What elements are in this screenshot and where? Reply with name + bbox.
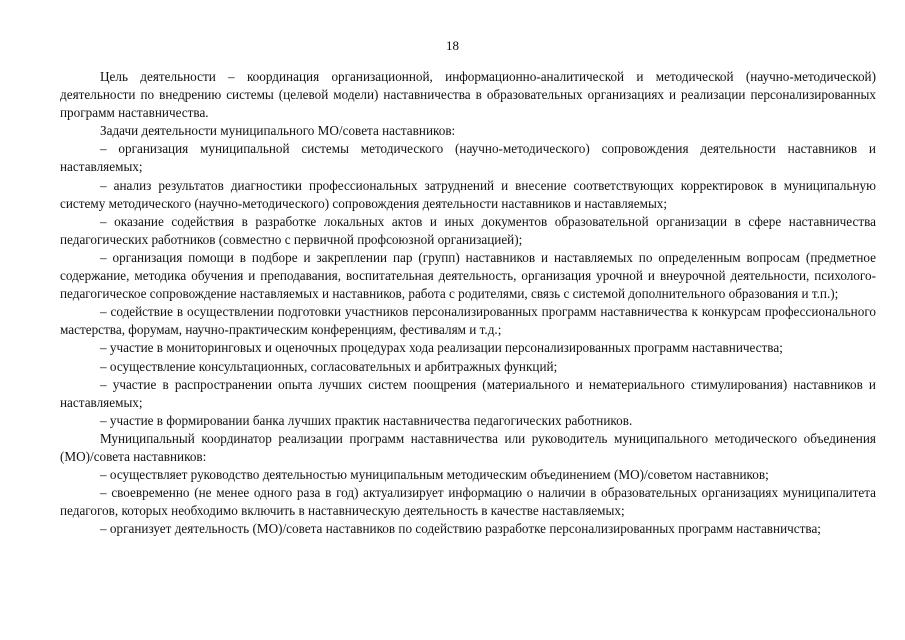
- list-item-task: – анализ результатов диагностики профессиональных затруднений и внесение соответствующих корректировок в муниципальную систему методического (научно-методического) сопровождения деятельности наставников и наставляемых;: [60, 177, 876, 211]
- list-item-task: – участие в мониторинговых и оценочных процедурах хода реализации персонализированных программ наставничества;: [100, 340, 783, 356]
- document-body: [60, 68, 876, 538]
- paragraph-coordinator-heading: Муниципальный координатор реализации программ наставничества или руководитель муниципального методического объединения (МО)/совета наставников:: [60, 430, 876, 464]
- list-item-duty: – осуществляет руководство деятельностью муниципальным методическим объединением (МО)/советом наставников;: [100, 467, 769, 483]
- list-item-task: – оказание содействия в разработке локальных актов и иных документов образовательной организации в сфере наставничества педагогических работников (совместно с первичной профсоюзной организацией);: [60, 213, 876, 247]
- list-item-duty: – своевременно (не менее одного раза в год) актуализирует информацию о наличии в образовательных организациях муниципалитета педагогов, которых необходимо включить в наставническую деятельность в качестве наставляемых;: [60, 485, 876, 519]
- list-item-task: – организация помощи в подборе и закреплении пар (групп) наставников и наставляемых по определенным вопросам (предметное содержание, методика обучения и преподавания, воспитательная деятельность, организация урочной и внеурочной деятельности, психолого-педагогическое сопровождение наставляемых и наставников, работа с родителями, связь с системой дополнительного образования и т.п.);: [60, 249, 876, 302]
- list-item-task: – организация муниципальной системы методического (научно-методического) сопровождения деятельности наставников и наставляемых;: [60, 141, 876, 175]
- paragraph-goal: Цель деятельности – координация организационной, информационно-аналитической и методической (научно-методической) деятельности по внедрению системы (целевой модели) наставничества в образовательных организациях и реализации персонализированных программ наставничества.: [60, 69, 876, 121]
- list-item-task: – участие в формировании банка лучших практик наставничества педагогических работников.: [100, 412, 633, 428]
- page-number: 18: [446, 38, 459, 53]
- list-item-task: – осуществление консультационных, согласовательных и арбитражных функций;: [100, 358, 558, 374]
- paragraph-tasks-heading: Задачи деятельности муниципального МО/совета наставников:: [100, 123, 456, 139]
- list-item-task: – содействие в осуществлении подготовки участников персонализированных программ наставничества к конкурсам профессионального мастерства, форумам, научно-практическим конференциям, фестивалям и т.д.;: [60, 304, 876, 338]
- list-item-task: – участие в распространении опыта лучших систем поощрения (материального и нематериального стимулирования) наставников и наставляемых;: [60, 376, 876, 410]
- list-item-duty: – организует деятельность (МО)/совета наставников по содействию разработке персонализированных программ наставничства;: [100, 521, 821, 537]
